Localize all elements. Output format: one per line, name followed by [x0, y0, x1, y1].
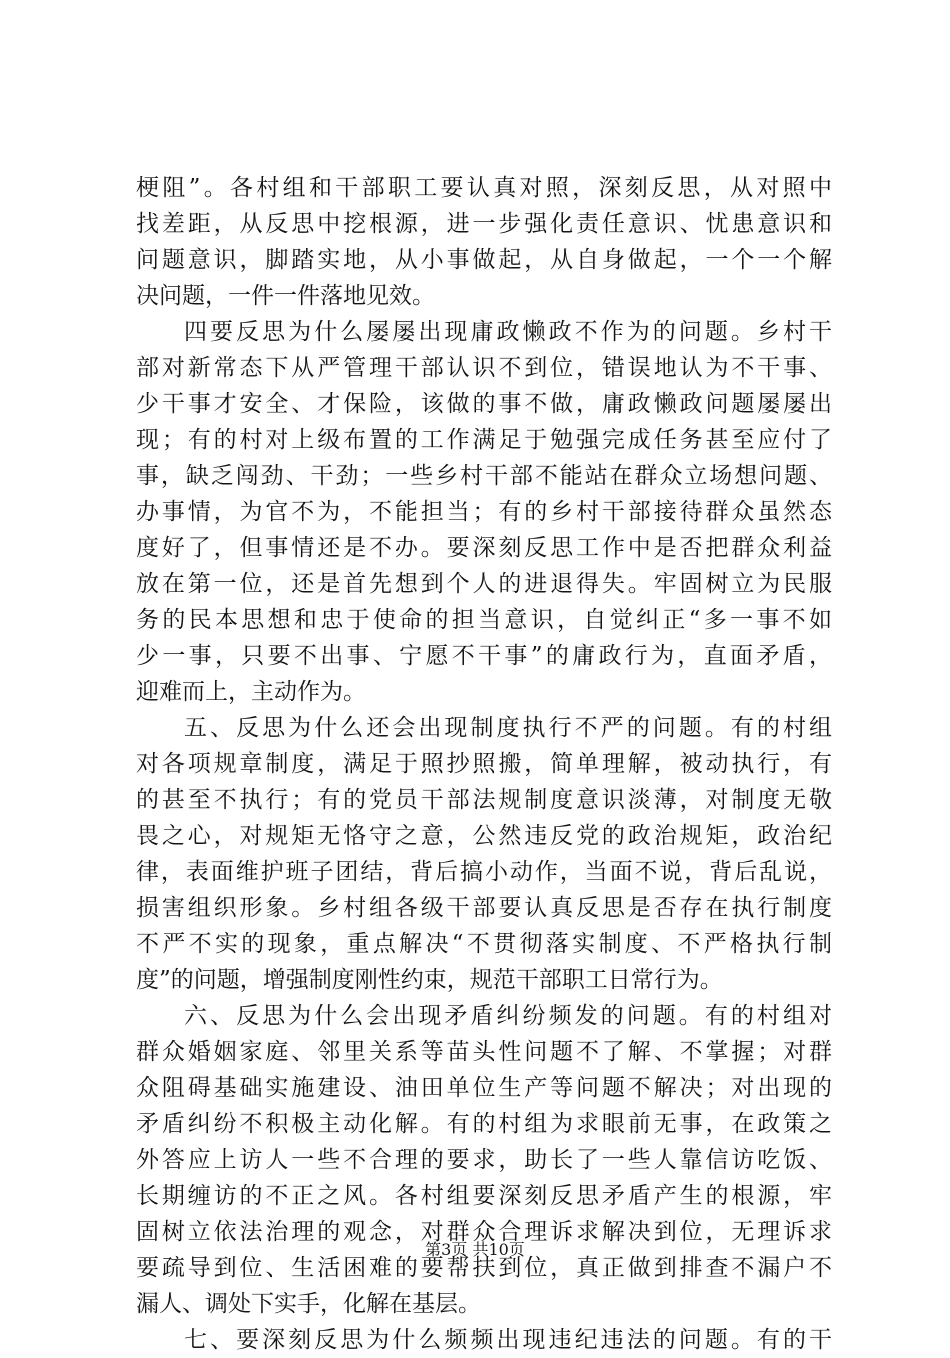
text-line: 问题意识，脚踏实地，从小事做起，从自身做起，一个一个解: [136, 247, 832, 273]
text-line: 畏之心，对规矩无恪守之意，公然违反党的政治规矩，政治纪: [136, 823, 832, 849]
text-line: 的甚至不执行；有的党员干部法规制度意识淡薄，对制度无敬: [136, 787, 832, 813]
paragraph: [136, 1322, 832, 1358]
text-line: 要疏导到位、生活困难的要帮扶到位，真正做到排查不漏户不: [136, 1255, 832, 1281]
text-line: 少干事才安全、才保险，该做的事不做，庸政懒政问题屡屡出: [136, 391, 832, 417]
text-line: 对各项规章制度，满足于照抄照搬，简单理解，被动执行，有: [136, 751, 832, 777]
text-line: 办事情，为官不为，不能担当；有的乡村干部接待群众虽然态: [136, 499, 832, 525]
text-line: 度好了，但事情还是不办。要深刻反思工作中是否把群众利益: [136, 535, 832, 561]
text-line: 长期缠访的不正之风。各村组要深刻反思矛盾产生的根源，牢: [136, 1183, 832, 1209]
text-line: 务的民本思想和忠于使命的担当意识，自觉纠正“多一事不如: [136, 607, 832, 633]
text-line: 不严不实的现象，重点解决“不贯彻落实制度、不严格执行制: [136, 931, 832, 957]
text-line: 五、反思为什么还会出现制度执行不严的问题。有的村组: [184, 715, 832, 741]
text-line: 四要反思为什么屡屡出现庸政懒政不作为的问题。乡村干: [184, 319, 832, 345]
text-line: 矛盾纠纷不积极主动化解。有的村组为求眼前无事，在政策之: [136, 1111, 832, 1137]
paragraph: [136, 170, 832, 314]
text-line: 放在第一位，还是首先想到个人的进退得失。牢固树立为民服: [136, 571, 832, 597]
document-body: [136, 170, 832, 1358]
text-line: 律，表面维护班子团结，背后搞小动作，当面不说，背后乱说，: [136, 859, 832, 885]
text-line: 决问题，一件一件落地见效。: [136, 283, 435, 309]
text-line: 众阻碍基础实施建设、油田单位生产等问题不解决；对出现的: [136, 1075, 832, 1101]
text-line: 度”的问题，增强制度刚性约束，规范干部职工日常行为。: [136, 967, 723, 993]
page-footer: 第3页 共10页: [425, 1240, 525, 1259]
text-line: 现；有的村对上级布置的工作满足于勉强完成任务甚至应付了: [136, 427, 832, 453]
text-line: 漏人、调处下实手，化解在基层。: [136, 1291, 481, 1317]
text-line: 梗阻”。各村组和干部职工要认真对照，深刻反思，从对照中: [136, 175, 832, 201]
text-line: 外答应上访人一些不合理的要求，助长了一些人靠信访吃饭、: [136, 1147, 832, 1173]
text-line: 群众婚姻家庭、邻里关系等苗头性问题不了解、不掌握；对群: [136, 1039, 832, 1065]
text-line: 损害组织形象。乡村组各级干部要认真反思是否存在执行制度: [136, 895, 832, 921]
text-line: 少一事，只要不出事、宁愿不干事”的庸政行为，直面矛盾，: [136, 643, 832, 669]
text-line: 固树立依法治理的观念，对群众合理诉求解决到位，无理诉求: [136, 1219, 832, 1245]
text-line: 找差距，从反思中挖根源，进一步强化责任意识、忧患意识和: [136, 211, 832, 237]
text-line: 部对新常态下从严管理干部认识不到位，错误地认为不干事、: [136, 355, 832, 381]
text-line: 迎难而上，主动作为。: [136, 679, 366, 705]
paragraph: [136, 710, 832, 998]
text-line: 七、要深刻反思为什么频频出现违纪违法的问题。有的干: [184, 1327, 832, 1353]
text-line: 事，缺乏闯劲、干劲；一些乡村干部不能站在群众立场想问题、: [136, 463, 832, 489]
text-line: 六、反思为什么会出现矛盾纠纷频发的问题。有的村组对: [184, 1003, 832, 1029]
paragraph: [136, 998, 832, 1322]
paragraph: [136, 314, 832, 710]
